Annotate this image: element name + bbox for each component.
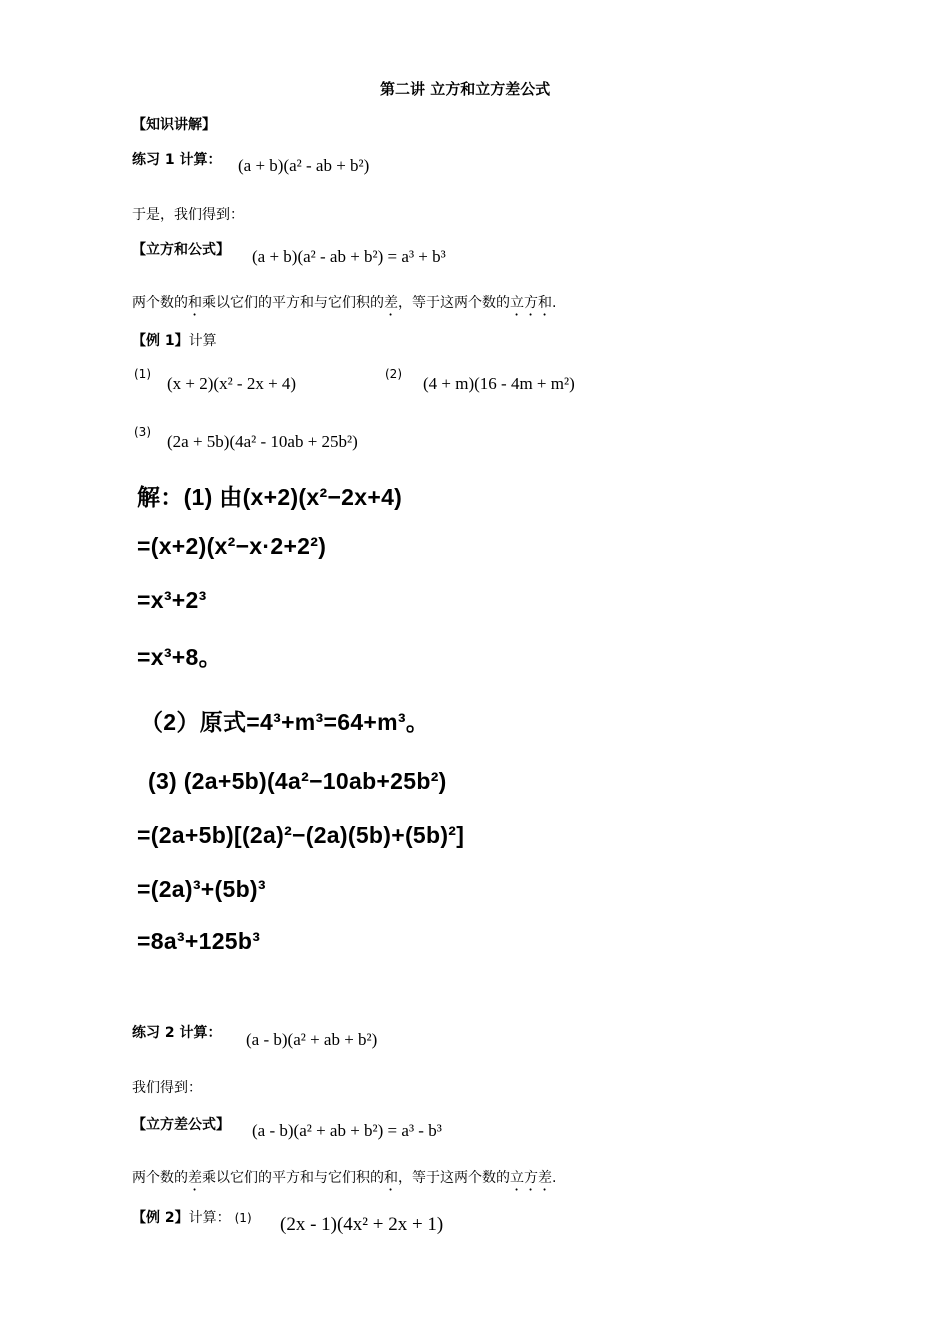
emphasis-text: 差 [188, 1170, 202, 1186]
emphasis-text: 立方差 [510, 1170, 552, 1186]
exercise-1-expression: (a + b)(a² - ab + b²) [238, 156, 370, 175]
example-2-instruction: 计算： [188, 1210, 231, 1226]
problem-3-number: (3) [134, 425, 151, 439]
statement-text: 两个数的 [132, 1170, 188, 1186]
statement-text: ，等于这两个数的 [398, 295, 510, 311]
problem-2-number: (2) [385, 367, 402, 381]
example-1-label: 【例 1】 [132, 333, 189, 349]
exercise-2-label: 练习 2 计算： [132, 1025, 222, 1041]
cube-sum-label: 【立方和公式】 [132, 242, 230, 258]
cube-sum-statement [132, 292, 556, 319]
page-title: 第二讲 立方和立方差公式 [380, 80, 551, 98]
solution-line-1: 解：(1) 由(x+2)(x²−2x+4) [137, 484, 403, 510]
exercise-1-label: 练习 1 计算： [132, 152, 222, 168]
statement-text: ，等于这两个数的 [398, 1170, 510, 1186]
example-1-instruction: 计算 [188, 333, 217, 349]
cube-diff-formula: (a - b)(a² + ab + b²) = a³ - b³ [252, 1121, 442, 1140]
statement-text: 两个数的 [132, 295, 188, 311]
knowledge-header: 【知识讲解】 [132, 117, 216, 133]
solution-line-4: =x³+8。 [137, 644, 222, 670]
example-1-header [132, 330, 217, 350]
solution-line-8: =(2a)³+(5b)³ [137, 876, 266, 902]
conclusion-2: 我们得到： [132, 1080, 202, 1096]
example-2-expression: (2x - 1)(4x² + 2x + 1) [280, 1214, 444, 1235]
emphasis-text: 差 [384, 295, 398, 311]
problem-1-number: (1) [134, 367, 151, 381]
cube-sum-formula: (a + b)(a² - ab + b²) = a³ + b³ [252, 247, 446, 266]
conclusion-1: 于是，我们得到： [132, 207, 244, 223]
statement-text: 乘以它们的平方和与它们积的 [202, 1170, 384, 1186]
solution-line-2: =(x+2)(x²−x·2+2²) [137, 533, 327, 559]
example-2-header [132, 1207, 252, 1227]
problem-2-expression: (4 + m)(16 - 4m + m²) [423, 374, 575, 393]
problem-1-expression: (x + 2)(x² - 2x + 4) [167, 374, 297, 393]
solution-line-7: =(2a+5b)[(2a)²−(2a)(5b)+(5b)²] [137, 822, 465, 848]
exercise-2-expression: (a - b)(a² + ab + b²) [246, 1030, 378, 1049]
statement-text: 乘以它们的平方和与它们积的 [202, 295, 384, 311]
emphasis-text: 立方和 [510, 295, 552, 311]
cube-diff-label: 【立方差公式】 [132, 1117, 230, 1133]
cube-diff-statement [132, 1167, 556, 1194]
solution-line-3: =x³+2³ [137, 587, 207, 613]
solution-line-5: （2）原式=4³+m³=64+m³。 [140, 709, 430, 735]
example-2-label: 【例 2】 [132, 1210, 189, 1226]
emphasis-text: 和 [188, 295, 202, 311]
solution-line-6: (3) (2a+5b)(4a²−10ab+25b²) [148, 768, 447, 794]
statement-text: . [552, 1170, 557, 1186]
emphasis-text: 和 [384, 1170, 398, 1186]
statement-text: . [552, 295, 557, 311]
solution-line-9: =8a³+125b³ [137, 928, 261, 954]
example-2-problem-number: (1) [234, 1211, 252, 1225]
problem-3-expression: (2a + 5b)(4a² - 10ab + 25b²) [167, 432, 358, 451]
